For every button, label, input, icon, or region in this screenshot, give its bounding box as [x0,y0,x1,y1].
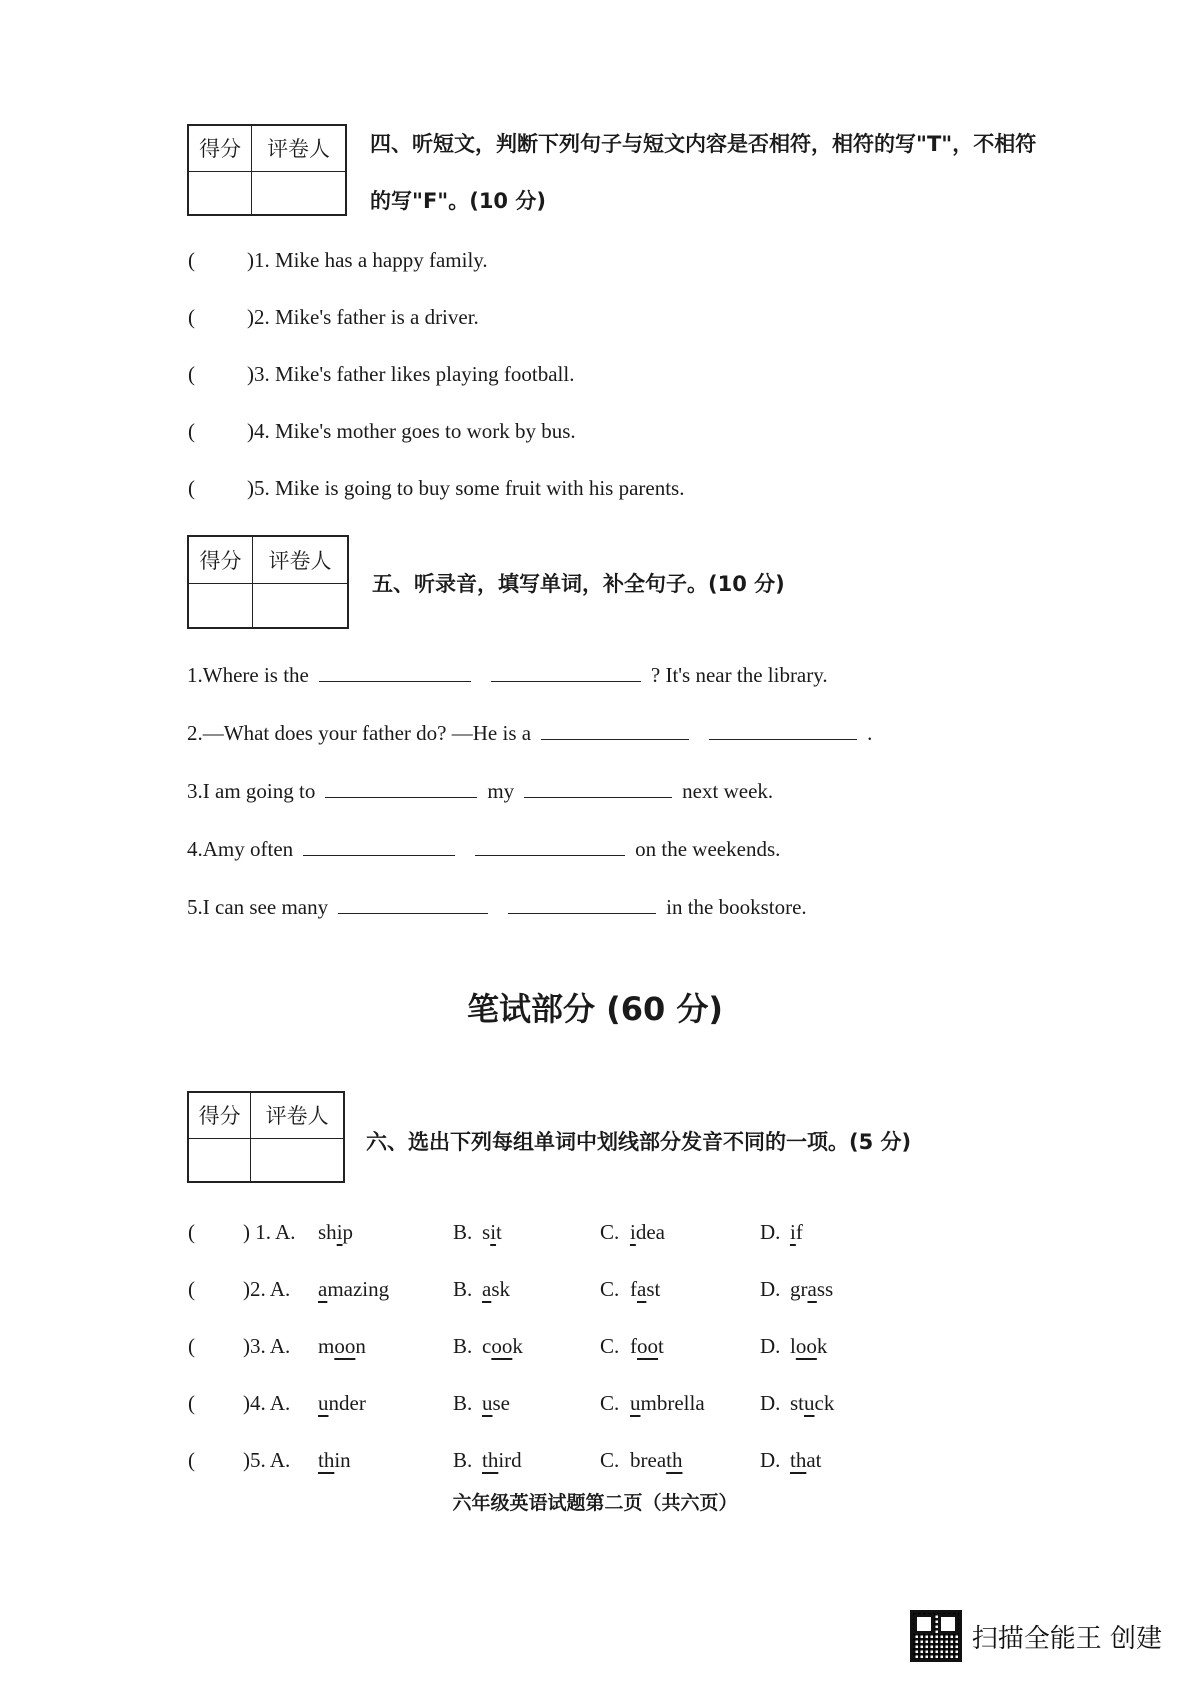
option-a [318,1334,366,1359]
question-number: )5. A. [243,1448,291,1472]
option-c [630,1220,665,1245]
question-number: ) 1. A. [243,1220,296,1244]
option-b [482,1334,523,1359]
underlined-letters: i [490,1220,497,1244]
word-part: m [318,1334,335,1358]
grader-label: 评卷人 [252,536,348,583]
section6-title: 六、选出下列每组单词中划线部分发音不同的一项。(5 分) [366,1130,912,1154]
answer-paren[interactable]: ( [188,1220,195,1244]
option-c [630,1391,705,1416]
score-label: 得分 [188,125,252,171]
underlined-letters: i [630,1220,636,1244]
option-label: B. [453,1448,473,1472]
option-a [318,1391,366,1416]
underlined-letters: oo [491,1334,513,1358]
option-word [318,1391,366,1415]
word-part: nder [328,1391,366,1415]
section4-title-line1: 四、听短文，判断下列句子与短文内容是否相符，相符的写"T"，不相符 [370,132,1037,156]
option-label: C. [600,1220,620,1244]
section4-title-line2: 的写"F"。(10 分) [370,189,546,213]
option-b [482,1277,510,1302]
word-part: mbrella [640,1391,705,1415]
word-part: brea [630,1448,667,1472]
fill-sentence-4 [187,835,780,862]
option-word [630,1277,660,1301]
word-part: st [790,1391,805,1415]
section4-item-2: )2. Mike's father is a driver. [247,305,479,329]
answer-paren[interactable]: ( [188,476,195,500]
option-a [318,1448,351,1473]
underlined-letters: oo [637,1334,658,1358]
page-footer: 六年级英语试题第二页（共六页） [452,1492,738,1514]
answer-blank[interactable] [508,893,656,914]
option-word [318,1220,353,1244]
option-word [630,1334,664,1358]
underlined-letters: u [318,1391,329,1415]
answer-blank[interactable] [475,835,625,856]
underlined-letters: i [336,1220,343,1244]
word-part: sk [491,1277,511,1301]
underlined-letters: a [637,1277,647,1301]
option-label: D. [760,1448,781,1472]
word-part: t [496,1220,502,1244]
grader-label: 评卷人 [251,1092,344,1138]
option-word [630,1448,682,1472]
answer-paren[interactable]: ( [188,305,195,329]
option-a [318,1277,389,1302]
grader-cell[interactable] [251,1138,344,1182]
sentence-text: 4.Amy often [187,837,294,861]
underlined-letters: a [482,1277,492,1301]
score-box-section4 [187,124,347,216]
underlined-letters: u [804,1391,815,1415]
option-c [630,1448,682,1473]
option-b [482,1391,510,1416]
option-d [790,1448,822,1473]
word-part: gr [790,1277,808,1301]
score-label: 得分 [188,1092,251,1138]
answer-blank[interactable] [524,777,672,798]
fill-sentence-2 [187,719,872,746]
answer-blank[interactable] [709,719,857,740]
underlined-letters: th [790,1448,807,1472]
answer-blank[interactable] [303,835,455,856]
word-part: f [630,1277,637,1301]
score-box-section6 [187,1091,345,1183]
option-d [790,1334,827,1359]
option-word [482,1334,523,1358]
option-c [630,1277,660,1302]
option-a [318,1220,353,1245]
qr-code-icon [910,1610,962,1662]
word-part: mazing [327,1277,390,1301]
option-label: C. [600,1277,620,1301]
option-word [630,1220,665,1244]
option-d [790,1391,834,1416]
option-word [482,1448,522,1472]
option-b [482,1220,502,1245]
option-word [790,1391,834,1415]
underlined-letters: oo [334,1334,356,1358]
word-part: at [806,1448,822,1472]
sentence-text: ? It's near the library. [650,663,828,687]
section4-item-5: )5. Mike is going to buy some fruit with his parents. [247,476,685,500]
option-word [790,1277,833,1301]
option-label: B. [453,1277,473,1301]
option-label: D. [760,1220,781,1244]
word-part: ss [816,1277,834,1301]
word-part: n [355,1334,366,1358]
underlined-letters: i [790,1220,796,1244]
section5-title: 五、听录音，填写单词，补全句子。(10 分) [372,572,785,596]
option-label: B. [453,1391,473,1415]
word-part: f [630,1334,637,1358]
fill-sentence-5 [187,893,807,920]
answer-paren[interactable]: ( [188,362,195,386]
scanner-watermark [910,1610,1162,1662]
watermark-text: 扫描全能王 创建 [971,1623,1162,1654]
word-part: k [512,1334,523,1358]
question-number: )3. A. [243,1334,291,1358]
word-part: t [658,1334,664,1358]
option-word [790,1448,822,1472]
word-part: l [790,1334,796,1358]
grader-label: 评卷人 [252,125,346,171]
score-box-section5 [187,535,349,629]
underlined-letters: oo [795,1334,817,1358]
word-part: k [816,1334,828,1358]
word-part: ird [498,1448,522,1472]
section4-item-4: )4. Mike's mother goes to work by bus. [247,419,576,443]
answer-blank[interactable] [325,777,477,798]
option-label: B. [453,1334,473,1358]
underlined-letters: th [318,1448,335,1472]
answer-paren[interactable]: ( [188,1448,195,1472]
option-label: C. [600,1334,620,1358]
word-part: se [492,1391,510,1415]
word-part: st [646,1277,661,1301]
question-number: )2. A. [243,1277,291,1301]
option-word [790,1220,803,1244]
option-word [790,1334,827,1358]
score-label: 得分 [188,536,252,583]
word-part: f [795,1220,803,1244]
underlined-letters: a [807,1277,817,1301]
answer-paren[interactable]: ( [188,248,195,272]
answer-paren[interactable]: ( [188,419,195,443]
grader-cell[interactable] [252,583,348,628]
section4-item-1: )1. Mike has a happy family. [247,248,488,272]
underlined-letters: th [666,1448,683,1472]
fill-sentence-3 [187,777,773,804]
option-label: D. [760,1277,781,1301]
underlined-letters: a [318,1277,328,1301]
sentence-text: my [487,779,515,803]
word-part: sh [318,1220,337,1244]
score-cell[interactable] [188,171,252,215]
score-cell[interactable] [188,1138,251,1182]
option-d [790,1220,803,1245]
sentence-text: next week. [682,779,774,803]
underlined-letters: u [630,1391,641,1415]
answer-blank[interactable] [491,661,641,682]
section4-item-3: )3. Mike's father likes playing football. [247,362,575,386]
option-word [482,1277,510,1301]
answer-blank[interactable] [338,893,488,914]
word-part: in [334,1448,351,1472]
sentence-text: . [867,721,873,745]
sentence-text: in the bookstore. [666,895,807,919]
underlined-letters: th [482,1448,499,1472]
sentence-text: 2.—What does your father do? —He is a [187,721,532,745]
option-word [482,1220,502,1244]
option-word [482,1391,510,1415]
answer-paren[interactable]: ( [188,1391,195,1415]
answer-blank[interactable] [319,661,471,682]
answer-paren[interactable]: ( [188,1277,195,1301]
option-label: C. [600,1448,620,1472]
option-word [318,1334,366,1358]
sentence-text: 1.Where is the [187,663,309,687]
sentence-text: on the weekends. [635,837,781,861]
word-part: s [482,1220,491,1244]
option-word [318,1277,389,1301]
option-label: D. [760,1391,781,1415]
word-part: dea [635,1220,665,1244]
answer-blank[interactable] [541,719,689,740]
word-part: p [342,1220,354,1244]
sentence-text: 5.I can see many [187,895,329,919]
option-word [630,1391,705,1415]
option-b [482,1448,522,1473]
underlined-letters: u [482,1391,493,1415]
written-part-title: 笔试部分 (60 分) [466,990,724,1028]
option-label: D. [760,1334,781,1358]
question-number: )4. A. [243,1391,291,1415]
score-cell[interactable] [188,583,252,628]
option-d [790,1277,833,1302]
sentence-text: 3.I am going to [187,779,316,803]
answer-paren[interactable]: ( [188,1334,195,1358]
word-part: ck [814,1391,835,1415]
option-label: C. [600,1391,620,1415]
word-part: c [482,1334,492,1358]
option-c [630,1334,664,1359]
fill-sentence-1 [187,661,828,688]
option-label: B. [453,1220,473,1244]
grader-cell[interactable] [252,171,346,215]
option-word [318,1448,351,1472]
